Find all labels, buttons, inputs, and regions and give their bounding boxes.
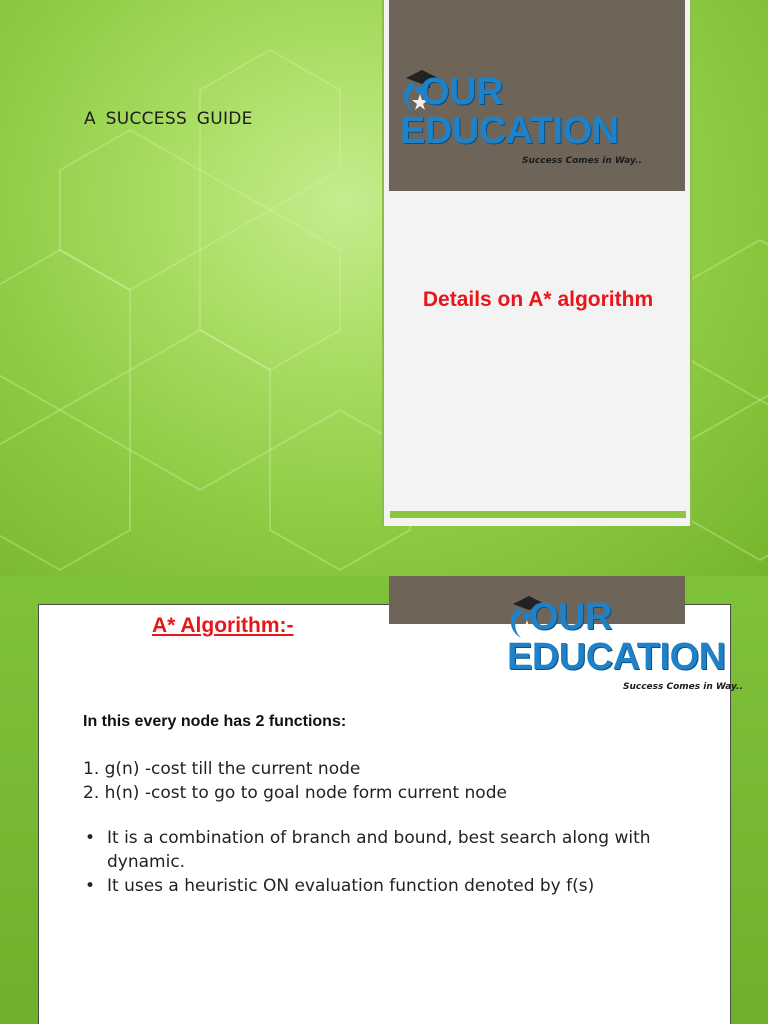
slide-title: Details on A* algorithm bbox=[422, 288, 654, 311]
bullet-text: It is a combination of branch and bound, best search along with dynamic. bbox=[107, 828, 651, 872]
bullet-icon: • bbox=[85, 828, 96, 848]
bullet-text: It uses a heuristic ON evaluation function denoted by f(s) bbox=[107, 876, 595, 896]
bullet-icon: • bbox=[85, 876, 96, 896]
logo-our-text: OUR bbox=[529, 596, 612, 638]
our-education-logo bbox=[398, 66, 668, 176]
numbered-item: 1. g(n) -cost till the current node bbox=[83, 759, 361, 779]
content-slide bbox=[0, 576, 768, 1024]
numbered-item: 2. h(n) -cost to go to goal node form current node bbox=[83, 783, 507, 803]
logo-education-text: EDUCATION bbox=[400, 110, 619, 152]
green-accent-bar bbox=[390, 511, 686, 518]
guide-text: A SUCCESS GUIDE bbox=[84, 109, 253, 129]
logo-our-text: OUR bbox=[420, 71, 503, 113]
bullet-item bbox=[83, 874, 693, 898]
logo-education-text: EDUCATION bbox=[507, 636, 726, 678]
intro-text: In this every node has 2 functions: bbox=[83, 713, 347, 730]
bullet-item bbox=[83, 826, 693, 874]
bullet-list bbox=[83, 826, 693, 898]
section-heading: A* Algorithm:- bbox=[152, 614, 294, 637]
logo-tagline: Success Comes in Way.. bbox=[623, 682, 743, 692]
our-education-logo bbox=[505, 590, 765, 700]
logo-tagline: Success Comes in Way.. bbox=[522, 156, 642, 166]
